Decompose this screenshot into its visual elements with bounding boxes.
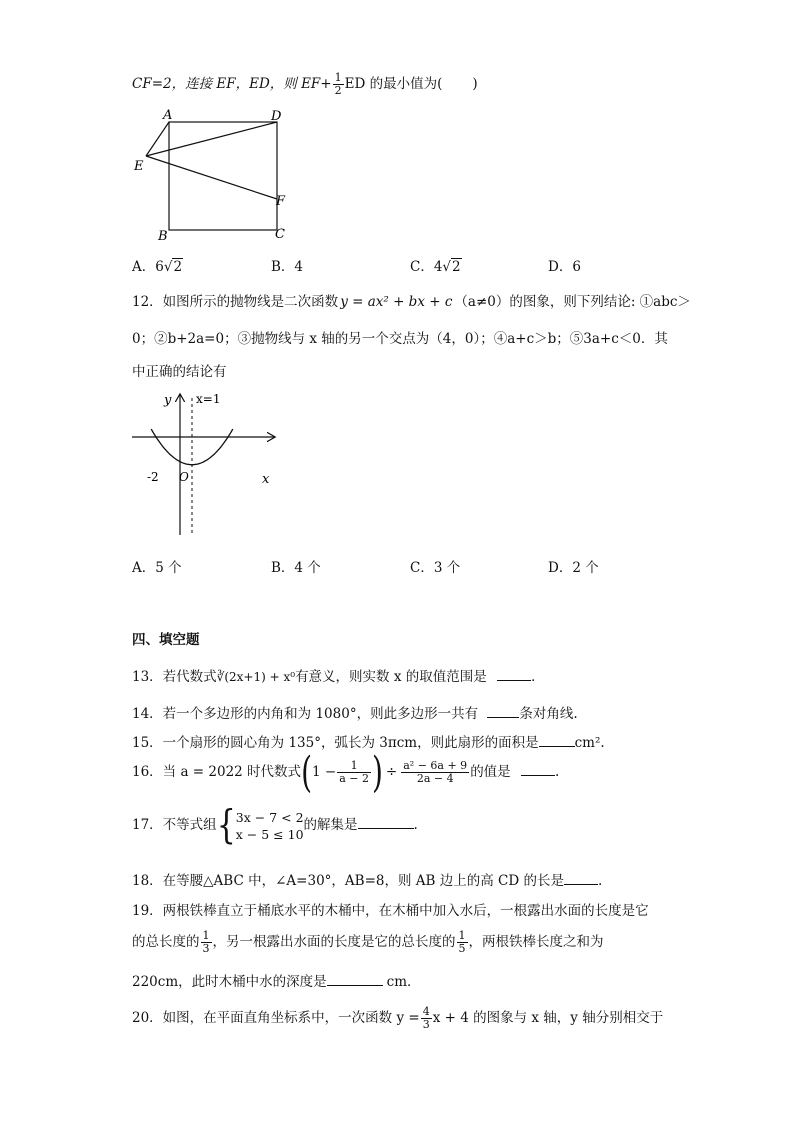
q11-option-d-label: D．6	[548, 259, 581, 275]
q13-prefix: 13．若代数式	[132, 669, 217, 685]
q19-text-e: cm．	[386, 974, 421, 990]
q16-end: .	[554, 764, 560, 780]
q16-right-paren: )	[371, 747, 383, 797]
q13-power-term: + x⁰	[265, 670, 296, 684]
q11-option-a[interactable]	[132, 255, 183, 275]
q11-option-a-sqrt: √2	[163, 259, 183, 275]
q13-end: ．	[531, 669, 545, 685]
axis-label-x-eq-1: x=1	[196, 392, 221, 406]
q11-frac-num: 1	[334, 71, 342, 84]
q18-answer-blank[interactable]	[564, 872, 598, 885]
q13-answer-blank[interactable]	[497, 668, 531, 681]
q19-line3	[132, 970, 421, 990]
q11-option-a-label: A．6	[132, 259, 164, 275]
section-fill-blank-title: 四、填空题	[132, 632, 200, 648]
q11-option-c-sqrt: √2	[442, 259, 461, 275]
q12-line3: 中正确的结论有	[132, 364, 227, 380]
q14	[132, 702, 578, 722]
label-a: A	[163, 108, 173, 123]
q14-answer-blank[interactable]	[487, 705, 519, 718]
q19-line1: 19．两根铁棒直立于桶底水平的木桶中，在木桶中加入水后，一根露出水面的长度是它	[132, 903, 649, 919]
q16-suffix: 的值是	[470, 764, 511, 780]
q14-end: 条对角线.	[519, 706, 578, 722]
q13-suffix: 有意义，则实数 x 的取值范围是	[295, 669, 487, 685]
q18-text: 18．在等腰△ABC 中，∠A=30°，AB=8，则 AB 边上的高 CD 的长是	[132, 873, 564, 889]
label-e: E	[134, 159, 144, 174]
q11-option-c[interactable]	[410, 255, 462, 275]
q17-system	[236, 809, 304, 843]
q20	[132, 1006, 663, 1031]
q12-option-b[interactable]: B．4 个	[271, 560, 321, 576]
q11-line1	[132, 72, 478, 97]
q15	[132, 731, 605, 751]
label-c: C	[275, 227, 285, 242]
q16-left-paren: (	[301, 747, 312, 797]
q17-suffix: 的解集是	[303, 817, 358, 833]
q14-text: 14．若一个多边形的内角和为 1080°，则此多边形一共有	[132, 706, 479, 722]
q11-text-b: ED 的最小值为(	[344, 76, 443, 92]
q18-end: .	[597, 873, 603, 889]
q11-half-fraction	[333, 72, 344, 97]
q15-answer-blank[interactable]	[539, 734, 575, 747]
q12-equation: y = ax² + bx + c	[340, 294, 453, 310]
square-abcd	[169, 122, 277, 230]
q12-line1	[132, 290, 691, 310]
q11-option-d[interactable]	[548, 255, 581, 275]
q11-option-b-label: B．4	[271, 259, 304, 275]
q12-line2: 0；②b+2a=0；③抛物线与 x 轴的另一个交点为（4，0）；④a+c＞b；⑤3a+c＜0．其	[132, 331, 668, 347]
q16-prefix: 16．当 a = 2022 时代数式	[132, 764, 302, 780]
q16-answer-blank[interactable]	[521, 763, 555, 776]
q17-brace: {	[216, 802, 236, 849]
x-label: x	[262, 472, 270, 487]
label-neg2: -2	[147, 470, 159, 484]
q16	[132, 747, 560, 797]
q20-prefix: 20．如图，在平面直角坐标系中，一次函数 y =	[132, 1010, 420, 1026]
q11-square-figure	[128, 104, 298, 244]
q18	[132, 869, 602, 889]
q15-end: cm².	[574, 735, 605, 751]
q13	[132, 665, 545, 685]
q15-text: 15．一个扇形的圆心角为 135°，弧长为 3πcm，则此扇形的面积是	[132, 735, 539, 751]
q20-text: x + 4 的图象与 x 轴，y 轴分别相交于	[432, 1010, 664, 1026]
q11-frac-den: 2	[334, 84, 342, 97]
q17-ineq-1: 3x − 7 < 2	[235, 809, 304, 825]
q16-divide: ÷	[385, 764, 398, 780]
q17	[132, 802, 418, 849]
q17-answer-blank[interactable]	[358, 816, 414, 829]
q12-parabola-graph	[130, 390, 280, 540]
label-d: D	[271, 109, 282, 124]
q12-option-a[interactable]: A．5 个	[132, 560, 182, 576]
label-f: F	[276, 194, 286, 209]
q19-fraction-fifth: $\frac{1}{5}$	[458, 929, 466, 955]
q13-cube-root: ∛(2x+1)	[216, 670, 266, 684]
q19-text-c: ，两根铁棒长度之和为	[468, 934, 604, 950]
y-label: y	[164, 393, 172, 408]
q11-text-a: CF=2，连接 EF，ED，则 EF+	[132, 76, 332, 92]
q12-text-b: （a≠0）的图象，则下列结论: ①abc＞	[454, 294, 691, 310]
label-origin: O	[179, 470, 189, 484]
q20-fraction: $\frac{4}{3}$	[422, 1005, 430, 1031]
q17-end: .	[413, 817, 418, 833]
q17-prefix: 17．不等式组	[132, 817, 217, 833]
q16-fraction-2: $\frac{\text{a² − 6a + 9}}{2a - 4}$	[403, 759, 468, 785]
q19-line2	[132, 930, 604, 955]
q11-text-c: )	[472, 76, 478, 92]
q11-option-b[interactable]	[271, 255, 303, 275]
q19-answer-blank[interactable]	[327, 973, 383, 986]
q19-text-a: 的总长度的	[132, 934, 200, 950]
q11-option-c-label: C．4	[410, 259, 443, 275]
q16-one-minus: 1 −	[312, 764, 337, 780]
q16-fraction-1: $\frac{1}{a - 2}$	[339, 759, 369, 785]
q19-text-b: ，另一根露出水面的长度是它的总长度的	[212, 934, 456, 950]
q17-ineq-2: x − 5 ≤ 10	[235, 826, 304, 842]
q19-text-d: 220cm，此时木桶中水的深度是	[132, 974, 327, 990]
q12-option-d[interactable]: D．2 个	[548, 560, 599, 576]
segment-ef	[146, 156, 277, 199]
q19-fraction-third: $\frac{1}{3}$	[202, 929, 210, 955]
label-b: B	[158, 229, 168, 244]
q12-text-a: 12．如图所示的抛物线是二次函数	[132, 294, 339, 310]
q12-option-c[interactable]: C．3 个	[410, 560, 461, 576]
